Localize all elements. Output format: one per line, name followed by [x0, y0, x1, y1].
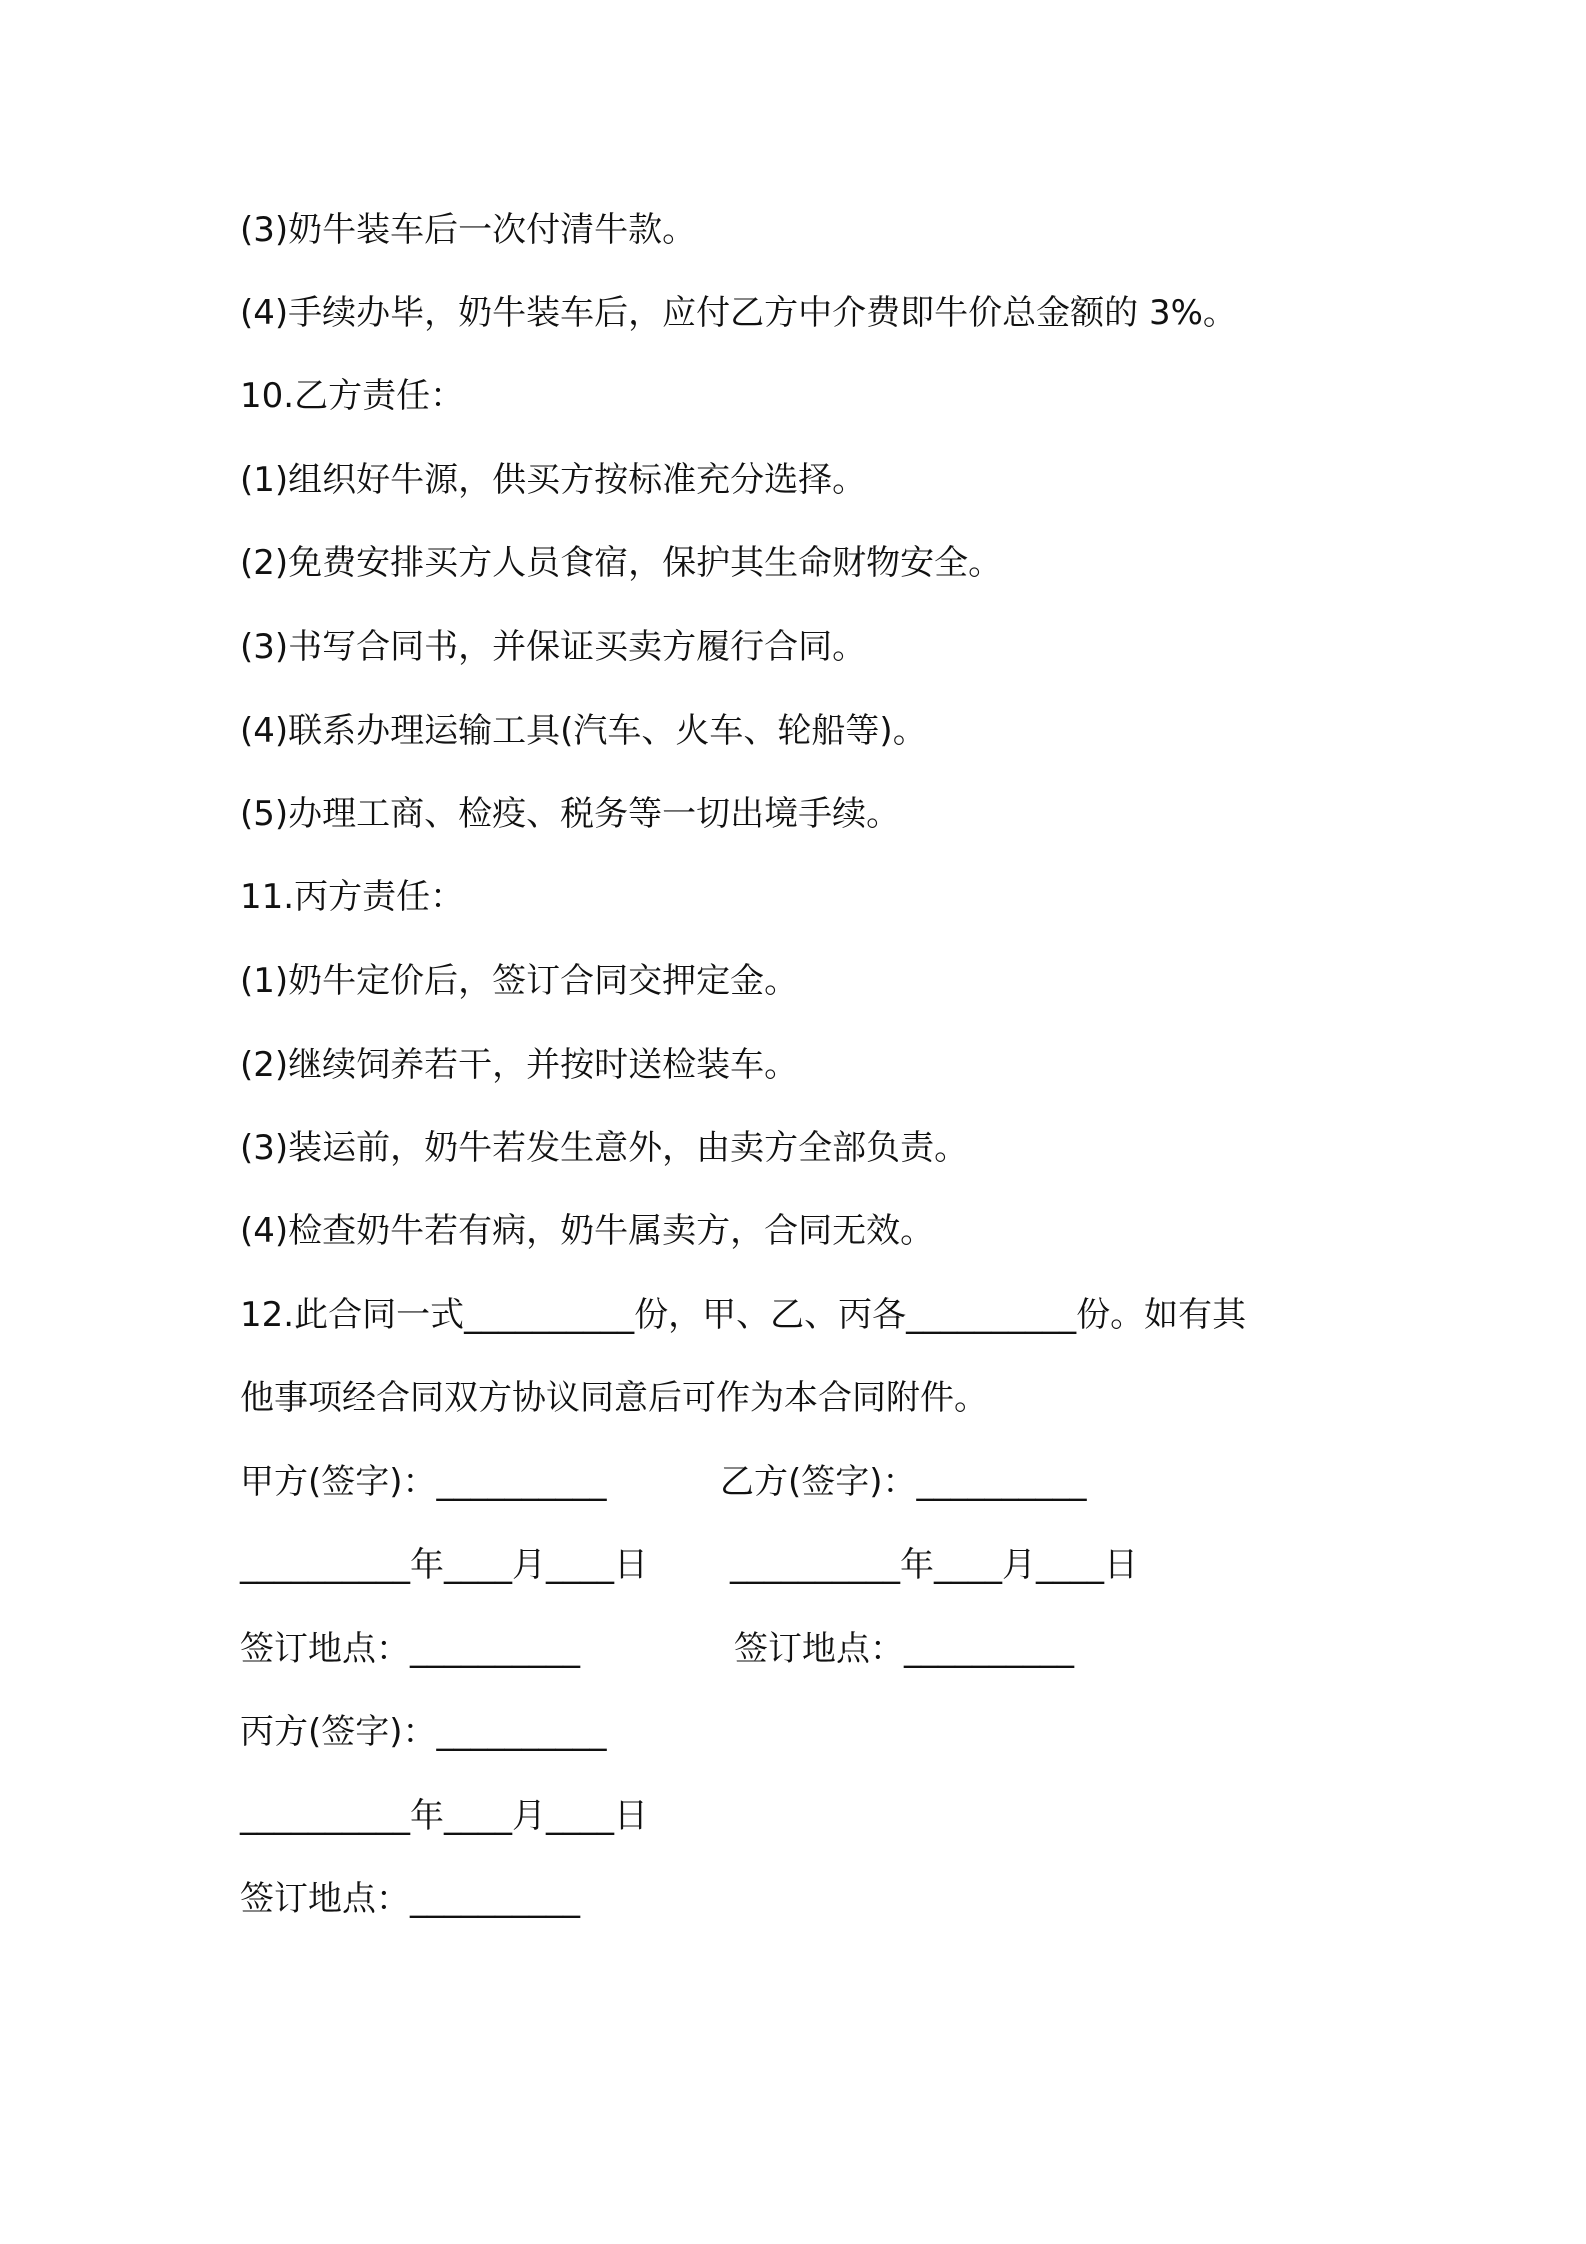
clause-line-party-b-2: (2)免费安排买方人员食宿，保护其生命财物安全。	[240, 543, 1003, 583]
party-c-signature: 丙方(签字)：__________	[240, 1712, 607, 1752]
party-a-date: __________年____月____日	[240, 1545, 648, 1585]
clause-line-payment-4: (4)手续办毕，奶牛装车后，应付乙方中介费即牛价总金额的 3%。	[240, 293, 1237, 333]
clause-line-party-c-2: (2)继续饲养若干，并按时送检装车。	[240, 1045, 799, 1085]
clause-line-party-b-1: (1)组织好牛源，供买方按标准充分选择。	[240, 460, 867, 500]
clause-line-party-c-1: (1)奶牛定价后，签订合同交押定金。	[240, 961, 799, 1001]
clause-line-party-b-3: (3)书写合同书，并保证买卖方履行合同。	[240, 627, 867, 667]
section-heading-party-b: 10.乙方责任：	[240, 376, 465, 416]
clause-line-party-b-4: (4)联系办理运输工具(汽车、火车、轮船等)。	[240, 711, 927, 751]
party-b-signing-place: 签订地点：__________	[734, 1629, 1074, 1669]
party-b-date: __________年____月____日	[730, 1545, 1138, 1585]
party-c-signing-place: 签订地点：__________	[240, 1879, 580, 1919]
clause-line-copies: 12.此合同一式__________份，甲、乙、丙各__________份。如有其	[240, 1295, 1247, 1335]
clause-line-payment-3: (3)奶牛装车后一次付清牛款。	[240, 210, 697, 250]
section-heading-party-c: 11.丙方责任：	[240, 877, 465, 917]
party-a-signature: 甲方(签字)：__________	[240, 1462, 607, 1502]
clause-line-party-c-3: (3)装运前，奶牛若发生意外，由卖方全部负责。	[240, 1128, 969, 1168]
party-a-signing-place: 签订地点：__________	[240, 1629, 580, 1669]
party-b-signature: 乙方(签字)：__________	[720, 1462, 1087, 1502]
clause-line-party-c-4: (4)检查奶牛若有病，奶牛属卖方，合同无效。	[240, 1211, 935, 1251]
clause-line-party-b-5: (5)办理工商、检疫、税务等一切出境手续。	[240, 794, 901, 834]
clause-line-attachments: 他事项经合同双方协议同意后可作为本合同附件。	[240, 1378, 988, 1418]
party-c-date: __________年____月____日	[240, 1796, 648, 1836]
